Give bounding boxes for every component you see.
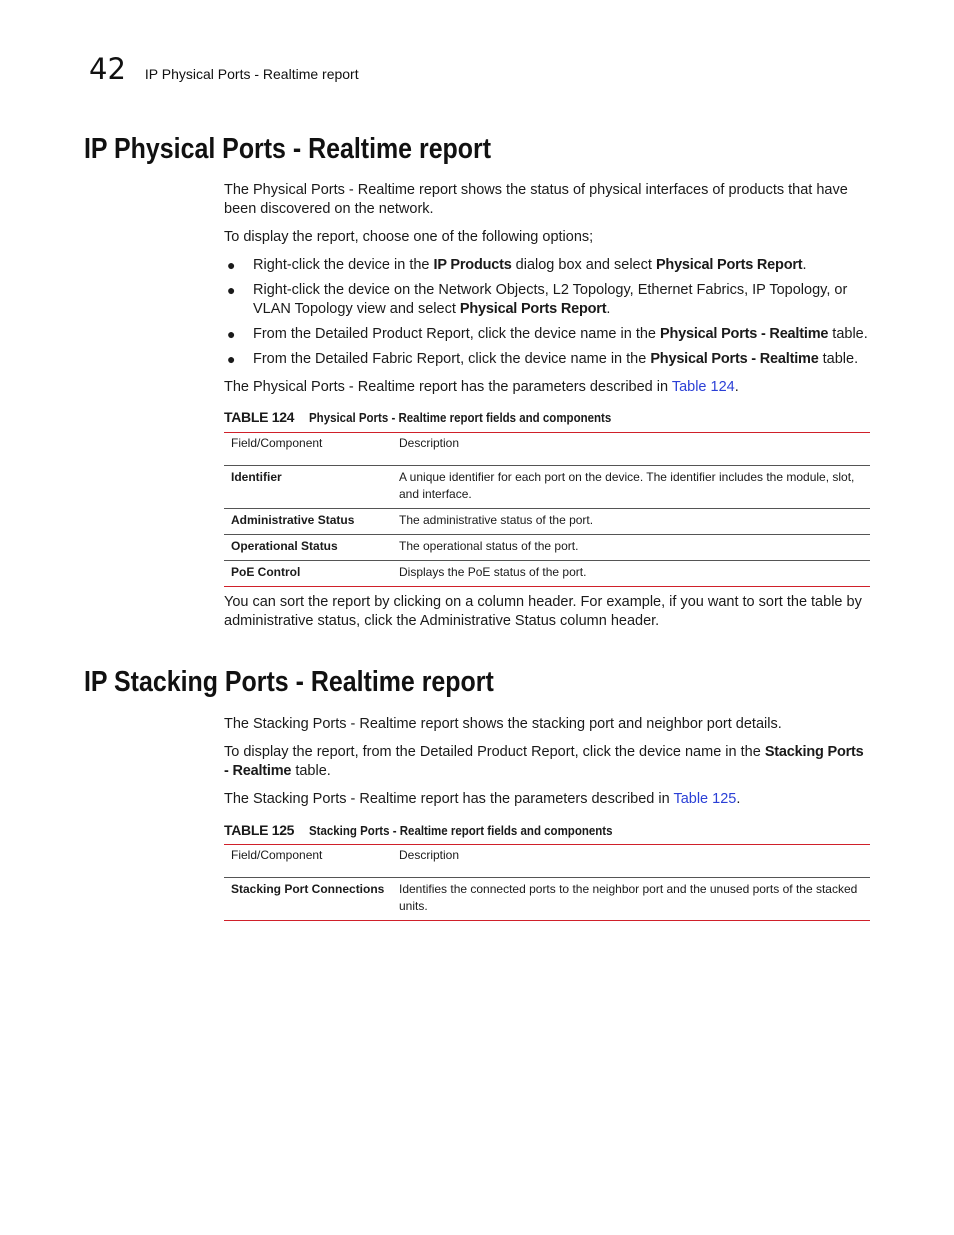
bullet-icon: ● bbox=[227, 257, 236, 273]
ui-term: Physical Ports - Realtime bbox=[660, 326, 829, 342]
table-header-row bbox=[224, 433, 870, 466]
field-cell: PoE Control bbox=[224, 561, 399, 587]
table-row bbox=[224, 535, 870, 561]
list-item bbox=[224, 350, 870, 369]
table-row bbox=[224, 466, 870, 509]
section-physical-ports-body bbox=[224, 181, 870, 406]
table-row bbox=[224, 509, 870, 535]
field-cell: Identifier bbox=[224, 466, 399, 509]
list-item-text: table. bbox=[818, 351, 859, 367]
sort-note: You can sort the report by clicking on a column header. For example, if you want to sort the table by administrative status, click the Administrative Status column header. bbox=[224, 594, 862, 629]
column-header[interactable]: Field/Component bbox=[224, 433, 399, 466]
field-cell: Administrative Status bbox=[224, 509, 399, 535]
params-paragraph bbox=[224, 378, 870, 397]
column-header[interactable]: Description bbox=[399, 845, 870, 878]
list-item bbox=[224, 256, 870, 275]
sort-note-block bbox=[224, 593, 870, 640]
description-cell: Displays the PoE status of the port. bbox=[399, 561, 870, 587]
params-text: The Physical Ports - Realtime report has the parameters described in bbox=[224, 379, 672, 395]
table-title: Physical Ports - Realtime report fields and components bbox=[309, 411, 612, 425]
description-cell: The administrative status of the port. bbox=[399, 509, 870, 535]
ui-term: IP Products bbox=[433, 257, 512, 273]
page-header bbox=[89, 52, 359, 92]
table-row bbox=[224, 878, 870, 921]
params-text: . bbox=[736, 791, 741, 807]
column-header[interactable]: Field/Component bbox=[224, 845, 399, 878]
display-paragraph bbox=[224, 743, 870, 781]
description-cell: The operational status of the port. bbox=[399, 535, 870, 561]
bullet-icon: ● bbox=[227, 326, 236, 342]
description-cell: A unique identifier for each port on the device. The identifier includes the module, slot, and interface. bbox=[399, 466, 870, 509]
field-cell: Stacking Port Connections bbox=[224, 878, 399, 921]
table-header-row bbox=[224, 845, 870, 878]
table-number: TABLE 124 bbox=[224, 409, 295, 425]
list-item-text: From the Detailed Fabric Report, click the device name in the bbox=[253, 351, 651, 367]
table-125 bbox=[224, 844, 870, 921]
description-cell: Identifies the connected ports to the neighbor port and the unused ports of the stacked units. bbox=[399, 878, 870, 921]
table-124 bbox=[224, 432, 870, 587]
column-header[interactable]: Description bbox=[399, 433, 870, 466]
list-item-text: . bbox=[802, 257, 807, 273]
table-125-caption bbox=[224, 822, 639, 838]
running-title: IP Physical Ports - Realtime report bbox=[144, 66, 359, 82]
ui-term: Physical Ports Report bbox=[655, 257, 803, 273]
table-row bbox=[224, 561, 870, 587]
list-item-text: dialog box and select bbox=[511, 257, 656, 273]
list-item-text: . bbox=[606, 301, 611, 317]
options-list bbox=[224, 256, 870, 369]
table-124-caption bbox=[224, 409, 638, 425]
options-lead: To display the report, choose one of the following options; bbox=[224, 229, 594, 245]
table-title: Stacking Ports - Realtime report fields and components bbox=[309, 824, 613, 838]
intro-paragraph: The Physical Ports - Realtime report shows the status of physical interfaces of products that have been discovered on the network. bbox=[224, 182, 848, 217]
section-title-physical-ports: IP Physical Ports - Realtime report bbox=[84, 133, 492, 165]
list-item-text: table. bbox=[828, 326, 868, 342]
list-item bbox=[224, 281, 870, 319]
intro-paragraph: The Stacking Ports - Realtime report shows the stacking port and neighbor port details. bbox=[224, 716, 782, 732]
ui-term: Physical Ports Report bbox=[459, 301, 607, 317]
table-125-link[interactable]: Table 125 bbox=[673, 791, 737, 807]
display-text: table. bbox=[291, 763, 331, 779]
params-text: The Stacking Ports - Realtime report has the parameters described in bbox=[224, 791, 674, 807]
section-stacking-ports-body bbox=[224, 715, 870, 818]
list-item bbox=[224, 325, 870, 344]
display-text: To display the report, from the Detailed Product Report, click the device name in the bbox=[224, 744, 765, 760]
table-number: TABLE 125 bbox=[224, 822, 295, 838]
bullet-icon: ● bbox=[227, 351, 236, 367]
bullet-icon: ● bbox=[227, 282, 236, 298]
list-item-text: Right-click the device in the bbox=[253, 257, 434, 273]
params-text: . bbox=[734, 379, 739, 395]
section-title-stacking-ports: IP Stacking Ports - Realtime report bbox=[84, 666, 494, 698]
list-item-text: Right-click the device on the Network Objects, L2 Topology, Ethernet Fabrics, IP Topology, or VLAN Topology view and select bbox=[253, 282, 848, 317]
chapter-number: 42 bbox=[89, 52, 126, 86]
field-cell: Operational Status bbox=[224, 535, 399, 561]
ui-term: Stacking Ports - Realtime bbox=[224, 744, 864, 779]
list-item-text: From the Detailed Product Report, click the device name in the bbox=[253, 326, 660, 342]
ui-term: Physical Ports - Realtime bbox=[650, 351, 819, 367]
table-124-link[interactable]: Table 124 bbox=[671, 379, 735, 395]
params-paragraph bbox=[224, 790, 870, 809]
